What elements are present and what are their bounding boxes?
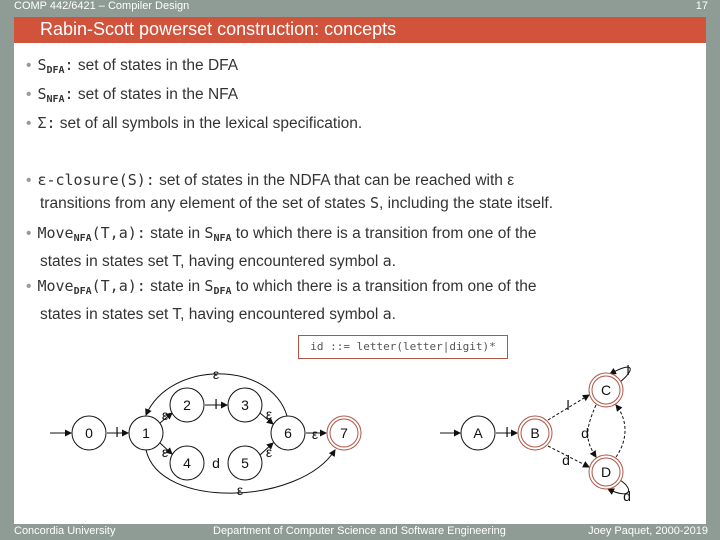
slide-title: Rabin-Scott powerset construction: concepts [40,19,397,39]
code: Σ: [37,114,56,132]
code: S [37,85,47,103]
edge-label: l [115,424,119,440]
footer-university: Concordia University [14,525,116,537]
code: S [204,224,214,242]
dfa-state-a: A [473,425,483,441]
text: . [391,253,396,270]
text: set of states in the DFA [73,57,239,74]
bullet-move-nfa: • Move$_{NFA}$(T,a): state in $S_{NFA}$ to which there is a transition from one of the states in states set T, having encountered symbol a. [26,224,537,270]
code: S [37,56,47,74]
text: states in states set T, having encountered symbol [40,306,383,323]
text: set of states in the NFA [73,86,239,103]
code: S [204,277,214,295]
nfa-state-6: 6 [284,425,292,441]
edge-label: l [566,397,570,413]
text: to which there is a transition from one of the [231,278,537,295]
edge-label: d [623,488,631,504]
nfa-state-3: 3 [241,397,249,413]
subscript: NFA [213,233,232,244]
subscript: DFA [73,286,92,297]
grammar-box: id ::= letter(letter|digit)* [298,335,508,359]
code: a [382,305,392,323]
text: , including the state itself. [379,195,554,212]
edge-label: ε [265,406,273,422]
code: Move [37,277,74,295]
code: ε-closure(S): [37,171,155,189]
footer-department: Department of Computer Science and Software Engineering [213,525,506,537]
course-title: COMP 442/6421 – Compiler Design [14,0,190,12]
dfa-state-d: D [600,464,612,480]
edge-label: ε [265,444,273,460]
bullet-sdfa: • $S_{DFA}$: set of states in the DFA [26,56,239,76]
code: S [369,194,379,212]
text: set of all symbols in the lexical specification. [55,115,363,132]
code: (T,a): [91,224,146,242]
text: . [391,306,396,323]
edge-label: d [581,425,589,441]
edge-label: ε [236,482,244,498]
subscript: DFA [46,65,65,76]
code: : [64,56,74,74]
edge-label: ε [212,366,220,382]
text: to which there is a transition from one of the [231,225,537,242]
dfa-state-b: B [530,425,540,441]
text: set of states in the NDFA that can be reached with ε [154,172,515,189]
code: Move [37,224,74,242]
page-number: 17 [695,0,708,12]
text: state in [145,225,205,242]
subscript: DFA [213,286,232,297]
text: transitions from any element of the set of states [40,195,370,212]
edge-label: ε [311,426,319,442]
nfa-state-7: 7 [340,425,348,441]
nfa-state-5: 5 [241,455,249,471]
bullet-snfa: • $S_{NFA}$: set of states in the NFA [26,85,239,105]
bullet-sigma: • Σ: set of all symbols in the lexical specification. [26,114,363,132]
nfa-state-2: 2 [183,397,191,413]
edge-label: ε [161,444,169,460]
edge-label: l [505,424,509,440]
subscript: NFA [73,233,92,244]
text: state in [145,278,205,295]
nfa-state-1: 1 [142,425,150,441]
edge-label: d [212,455,220,471]
footer-author: Joey Paquet, 2000-2019 [588,525,708,537]
subscript: NFA [46,94,65,105]
bullet-eclosure: • ε-closure(S): set of states in the NDFA that can be reached with ε transitions from any element of the set of states S, including the state itself. [26,171,554,212]
dfa-state-c: C [600,382,612,398]
edge-label: l [626,362,630,378]
code: : [64,85,74,103]
text: states in states set T, having encountered symbol [40,253,383,270]
code: (T,a): [91,277,146,295]
edge-label: d [562,452,570,468]
nfa-state-0: 0 [85,425,93,441]
nfa-state-4: 4 [183,455,191,471]
code: a [382,252,392,270]
edge-label: l [214,396,218,412]
edge-label: ε [161,407,169,423]
bullet-move-dfa: • Move$_{DFA}$(T,a): state in $S_{DFA}$ to which there is a transition from one of the states in states set T, having encountered symbol a. [26,277,537,323]
